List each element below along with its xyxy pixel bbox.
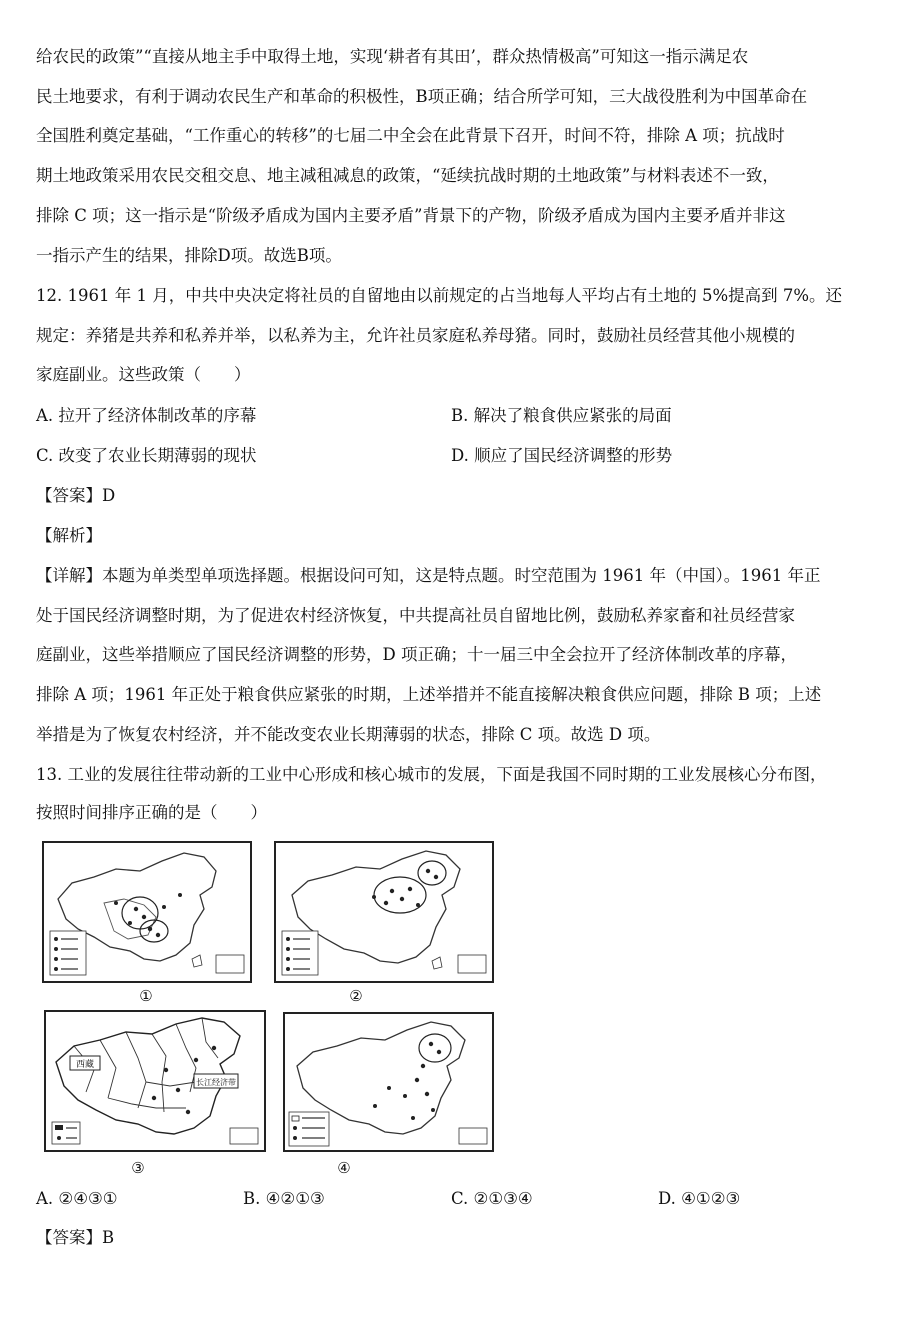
q12-stem-line-1: 12. 1961 年 1 月，中共中央决定将社员的自留地由以前规定的占当地每人平均占有土地的 5%提高到 7%。还 (36, 286, 843, 305)
prev-analysis-line-5: 排除 C 项；这一指示是“阶级矛盾成为国内主要矛盾”背景下的产物，阶级矛盾成为国内主要矛盾并非这 (36, 206, 786, 225)
q12-detail-line-2: 处于国民经济调整时期，为了促进农村经济恢复，中共提高社员自留地比例，鼓励私养家畜和社员经营家 (36, 606, 795, 625)
map-4-graphic (285, 1014, 492, 1150)
q12-option-a: A. 拉开了经济体制改革的序幕 (36, 406, 257, 425)
map-4-number: ④ (337, 1159, 351, 1177)
q12-option-c: C. 改变了农业长期薄弱的现状 (36, 446, 257, 465)
prev-analysis-line-4: 期土地政策采用农民交租交息、地主减租减息的政策，“延续抗战时期的土地政策”与材料表述不一致， (36, 166, 779, 185)
map-3-graphic (46, 1012, 264, 1150)
map-1-number: ① (139, 987, 153, 1005)
q13-answer: 【答案】B (36, 1228, 115, 1247)
map-4-image (283, 1012, 494, 1152)
map-1-graphic (44, 843, 250, 981)
q13-option-d: D. ④①②③ (658, 1189, 741, 1208)
map-3-image (44, 1010, 266, 1152)
map-2-image (274, 841, 494, 983)
q12-stem-line-3: 家庭副业。这些政策（ ） (36, 365, 251, 384)
q12-answer: 【答案】D (36, 486, 116, 505)
q12-detail-line-5: 举措是为了恢复农村经济，并不能改变农业长期薄弱的状态，排除 C 项。故选 D 项。 (36, 725, 661, 744)
prev-analysis-line-2: 民土地要求，有利于调动农民生产和革命的积极性，B项正确；结合所学可知，三大战役胜利为中国革命在 (36, 87, 808, 106)
map-2-number: ② (349, 987, 363, 1005)
q12-detail-line-3: 庭副业，这些举措顺应了国民经济调整的形势，D 项正确；十一届三中全会拉开了经济体制改革的序幕， (36, 645, 797, 664)
q12-option-b: B. 解决了粮食供应紧张的局面 (451, 406, 672, 425)
map-3-label-yangtze: 长江经济带 (196, 1078, 236, 1087)
map-1-image (42, 841, 252, 983)
map-3-number: ③ (131, 1159, 145, 1177)
map-3-label-tibet: 西藏 (75, 1060, 95, 1070)
q13-stem-line-2: 按照时间排序正确的是（ ） (36, 803, 267, 822)
q12-stem-line-2: 规定：养猪是共养和私养并举，以私养为主，允许社员家庭私养母猪。同时，鼓励社员经营其他小规模的 (36, 326, 795, 345)
q13-option-a: A. ②④③① (36, 1189, 118, 1208)
q13-stem-line-1: 13. 工业的发展往往带动新的工业中心形成和核心城市的发展，下面是我国不同时期的工业发展核心分布图， (36, 765, 827, 784)
q12-detail-line-4: 排除 A 项；1961 年正处于粮食供应紧张的时期，上述举措并不能直接解决粮食供应问题，排除 B 项；上述 (36, 685, 822, 704)
map-2-graphic (276, 843, 492, 981)
q13-option-c: C. ②①③④ (451, 1189, 533, 1208)
prev-analysis-line-6: 一指示产生的结果，排除D项。故选B项。 (36, 246, 342, 265)
q12-option-d: D. 顺应了国民经济调整的形势 (451, 446, 673, 465)
q12-detail-line-1: 【详解】本题为单类型单项选择题。根据设问可知，这是特点题。时空范围为 1961 年（中国）。1961 年正 (36, 566, 821, 585)
prev-analysis-line-1: 给农民的政策”“直接从地主手中取得土地，实现‘耕者有其田’，群众热情极高”可知这一指示满足农 (36, 47, 749, 66)
q13-option-b: B. ④②①③ (243, 1189, 325, 1208)
q12-analysis-label: 【解析】 (36, 526, 102, 545)
prev-analysis-line-3: 全国胜利奠定基础，“工作重心的转移”的七届二中全会在此背景下召开，时间不符，排除 A 项；抗战时 (36, 126, 785, 145)
